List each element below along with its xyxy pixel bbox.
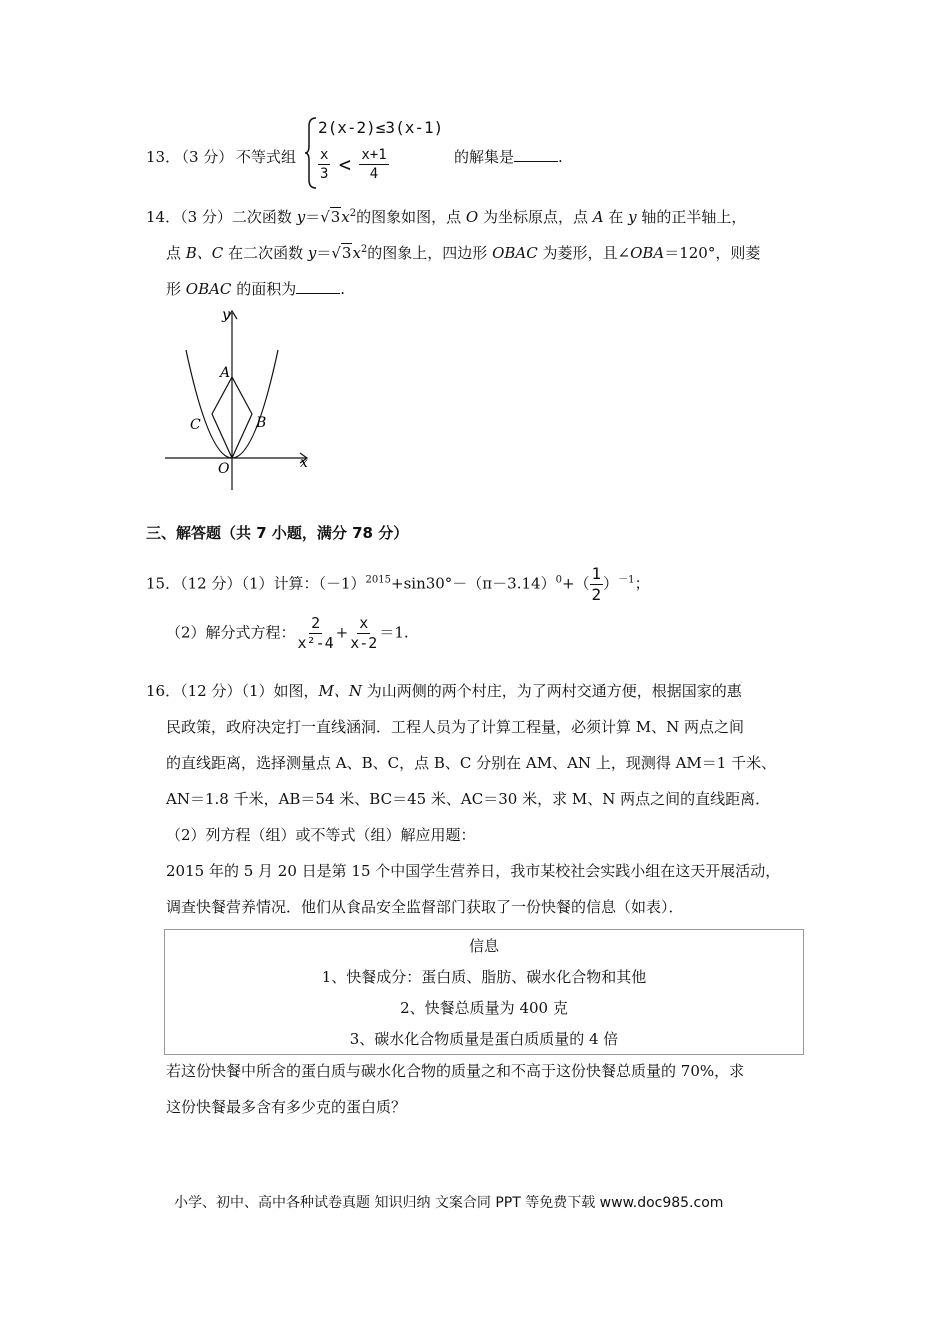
info-table: [164, 929, 804, 1055]
info-table-row: 3、碳水化合物质量是蛋白质质量的 4 倍: [349, 1030, 619, 1048]
q14-line2: 点 B、C 在二次函数 $y=√3x^2$的图象上，四边形 OBAC 为菱形，且∠OBA＝120°，则菱: [166, 244, 761, 262]
axis-y-label: y: [222, 307, 230, 323]
q16-part2-line2: 调查快餐营养情况．他们从食品安全监督部门获取了一份快餐的信息（如表）．: [166, 898, 684, 916]
point-b-label: B: [256, 415, 267, 431]
origin-label: O: [218, 461, 230, 477]
brace-icon: [304, 116, 318, 190]
q16-line2: 民政策，政府决定打一直线涵洞．工程人员为了计算工程量，必须计算 M、N 两点之间: [166, 718, 745, 736]
point-c-label: C: [190, 417, 201, 433]
section-3-title: 三、解答题（共 7 小题，满分 78 分）: [146, 524, 409, 542]
q13-score: （3 分）: [174, 148, 234, 166]
q16-line1: 16．（12 分）（1）如图，M、N 为山两侧的两个村庄，为了两村交通方便，根据国家的惠: [146, 682, 742, 700]
parabola-rhombus-figure: [160, 305, 320, 495]
q16-line3: 的直线距离，选择测量点 A、B、C，点 B、C 分别在 AM、AN 上，现测得 AM＝1 千米、: [166, 754, 777, 772]
footer-text: 小学、初中、高中各种试卷真题 知识归纳 文案合同 PPT 等免费下载 www.doc985.com: [174, 1195, 724, 1211]
q13-line2: $\frac{x}{3}$ < $\frac{x+1}{4}$: [320, 147, 387, 182]
q15-part2: （2）解分式方程： $\frac{2}{\text{x²-4}}$ + $\frac{x}{x-2}$ ＝1.: [166, 614, 409, 652]
info-table-header: 信息: [468, 937, 499, 955]
point-a-label: A: [220, 365, 231, 381]
q16-part2-line1: 2015 年的 5 月 20 日是第 15 个中国学生营养日，我市某校社会实践小组在这天开展活动，: [166, 862, 781, 880]
q14-line1: 14．（3 分）二次函数 $y=√3x^2$的图象如图，点 O 为坐标原点，点 A 在 y 轴的正半轴上，: [146, 208, 747, 226]
q16-part2-title: （2）列方程（组）或不等式（组）解应用题：: [166, 826, 476, 844]
q14-line3: 形 OBAC 的面积为 .: [166, 280, 345, 298]
q13-suffix: 的解集是 .: [454, 148, 563, 166]
info-table-row: 2、快餐总质量为 400 克: [400, 999, 568, 1017]
info-table-row: 1、快餐成分：蛋白质、脂肪、碳水化合物和其他: [321, 968, 647, 986]
q16-part2-line4: 若这份快餐中所含的蛋白质与碳水化合物的质量之和不高于这份快餐总质量的 70%，求: [166, 1062, 745, 1080]
axis-x-label: x: [300, 455, 308, 471]
q13-prefix: 不等式组: [236, 148, 297, 166]
q16-line4: AN＝1.8 千米，AB＝54 米、BC＝45 米、AC＝30 米，求 M、N 两点之间的直线距离．: [166, 790, 771, 808]
q13-number: 13．: [146, 148, 181, 166]
q16-part2-line5: 这份快餐最多含有多少克的蛋白质？: [166, 1098, 407, 1116]
q15-part1: 15．（12 分）（1）计算：$(-1)^{2015}+\sin 30^\circ-(\pi-3.14)^0+$（ $\frac{1}{2}$ ）$^{-1}$；: [146, 564, 650, 604]
q13-line1: 2(x-2)≤3(x-1): [318, 118, 444, 137]
